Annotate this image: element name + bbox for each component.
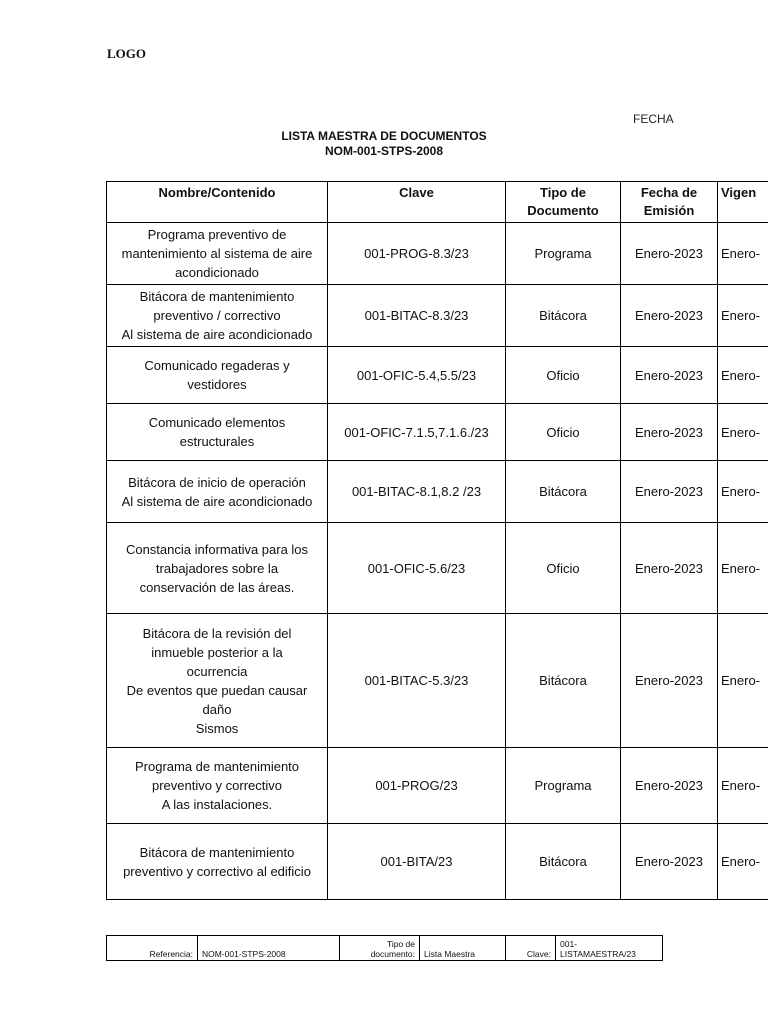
cell-clave: 001-BITA/23 xyxy=(328,824,506,900)
cell-clave: 001-BITAC-8.1,8.2 /23 xyxy=(328,461,506,523)
logo: LOGO xyxy=(107,46,147,61)
footer-clave-label: Clave: xyxy=(506,936,556,961)
cell-clave: 001-BITAC-5.3/23 xyxy=(328,614,506,748)
cell-fecha-emision: Enero-2023 xyxy=(621,285,718,347)
footer-referencia-value: NOM-001-STPS-2008 xyxy=(198,936,340,961)
cell-tipo: Programa xyxy=(506,223,621,285)
page-subtitle: NOM-001-STPS-2008 xyxy=(324,144,444,158)
table-row xyxy=(107,223,768,285)
table-row xyxy=(107,347,768,404)
document-heading xyxy=(234,129,534,159)
cell-vigencia: Enero- xyxy=(718,285,768,347)
column-header-clave: Clave xyxy=(328,182,506,223)
cell-vigencia: Enero- xyxy=(718,461,768,523)
cell-fecha-emision: Enero-2023 xyxy=(621,223,718,285)
footer-referencia-label: Referencia: xyxy=(107,936,198,961)
cell-fecha-emision: Enero-2023 xyxy=(621,824,718,900)
column-header-fecha-emision: Fecha de Emisión xyxy=(621,182,718,223)
cell-tipo: Bitácora xyxy=(506,824,621,900)
cell-fecha-emision: Enero-2023 xyxy=(621,347,718,404)
cell-vigencia: Enero- xyxy=(718,347,768,404)
table-row xyxy=(107,523,768,614)
cell-clave: 001-OFIC-5.6/23 xyxy=(328,523,506,614)
page-title: LISTA MAESTRA DE DOCUMENTOS xyxy=(281,129,487,143)
table-row xyxy=(107,748,768,824)
footer-reference-table xyxy=(106,935,663,961)
cell-fecha-emision: Enero-2023 xyxy=(621,404,718,461)
cell-tipo: Bitácora xyxy=(506,461,621,523)
column-header-vigencia: Vigen xyxy=(718,182,768,223)
table-header-row xyxy=(107,182,768,223)
cell-clave: 001-PROG-8.3/23 xyxy=(328,223,506,285)
cell-vigencia: Enero- xyxy=(718,748,768,824)
date-label: FECHA xyxy=(633,112,674,126)
documents-table xyxy=(106,181,768,900)
cell-vigencia: Enero- xyxy=(718,223,768,285)
cell-tipo: Programa xyxy=(506,748,621,824)
cell-vigencia: Enero- xyxy=(718,523,768,614)
cell-nombre: Constancia informativa para los trabajadores sobre la conservación de las áreas. xyxy=(107,523,328,614)
column-header-nombre: Nombre/Contenido xyxy=(107,182,328,223)
table-row xyxy=(107,404,768,461)
table-row xyxy=(107,285,768,347)
cell-tipo: Oficio xyxy=(506,404,621,461)
cell-nombre: Bitácora de inicio de operación Al sistema de aire acondicionado xyxy=(107,461,328,523)
table-row xyxy=(107,824,768,900)
cell-nombre: Bitácora de mantenimiento preventivo y correctivo al edificio xyxy=(107,824,328,900)
cell-fecha-emision: Enero-2023 xyxy=(621,614,718,748)
footer-row xyxy=(107,936,663,961)
cell-vigencia: Enero- xyxy=(718,404,768,461)
cell-tipo: Oficio xyxy=(506,347,621,404)
cell-clave: 001-OFIC-5.4,5.5/23 xyxy=(328,347,506,404)
cell-fecha-emision: Enero-2023 xyxy=(621,748,718,824)
cell-nombre: Programa de mantenimiento preventivo y correctivo A las instalaciones. xyxy=(107,748,328,824)
cell-nombre: Comunicado regaderas y vestidores xyxy=(107,347,328,404)
cell-fecha-emision: Enero-2023 xyxy=(621,461,718,523)
cell-tipo: Bitácora xyxy=(506,285,621,347)
cell-clave: 001-BITAC-8.3/23 xyxy=(328,285,506,347)
cell-tipo: Bitácora xyxy=(506,614,621,748)
cell-nombre: Programa preventivo de mantenimiento al sistema de aire acondicionado xyxy=(107,223,328,285)
table-row xyxy=(107,461,768,523)
cell-tipo: Oficio xyxy=(506,523,621,614)
cell-vigencia: Enero- xyxy=(718,614,768,748)
footer-tipo-value: Lista Maestra xyxy=(420,936,506,961)
cell-nombre: Bitácora de mantenimiento preventivo / correctivo Al sistema de aire acondicionado xyxy=(107,285,328,347)
table-row xyxy=(107,614,768,748)
cell-nombre: Bitácora de la revisión del inmueble posterior a la ocurrencia De eventos que puedan causar daño Sismos xyxy=(107,614,328,748)
cell-vigencia: Enero- xyxy=(718,824,768,900)
footer-tipo-label: Tipo de documento: xyxy=(340,936,420,961)
cell-clave: 001-PROG/23 xyxy=(328,748,506,824)
footer-clave-value: 001- LISTAMAESTRA/23 xyxy=(556,936,663,961)
cell-clave: 001-OFIC-7.1.5,7.1.6./23 xyxy=(328,404,506,461)
cell-nombre: Comunicado elementos estructurales xyxy=(107,404,328,461)
cell-fecha-emision: Enero-2023 xyxy=(621,523,718,614)
column-header-tipo: Tipo de Documento xyxy=(506,182,621,223)
